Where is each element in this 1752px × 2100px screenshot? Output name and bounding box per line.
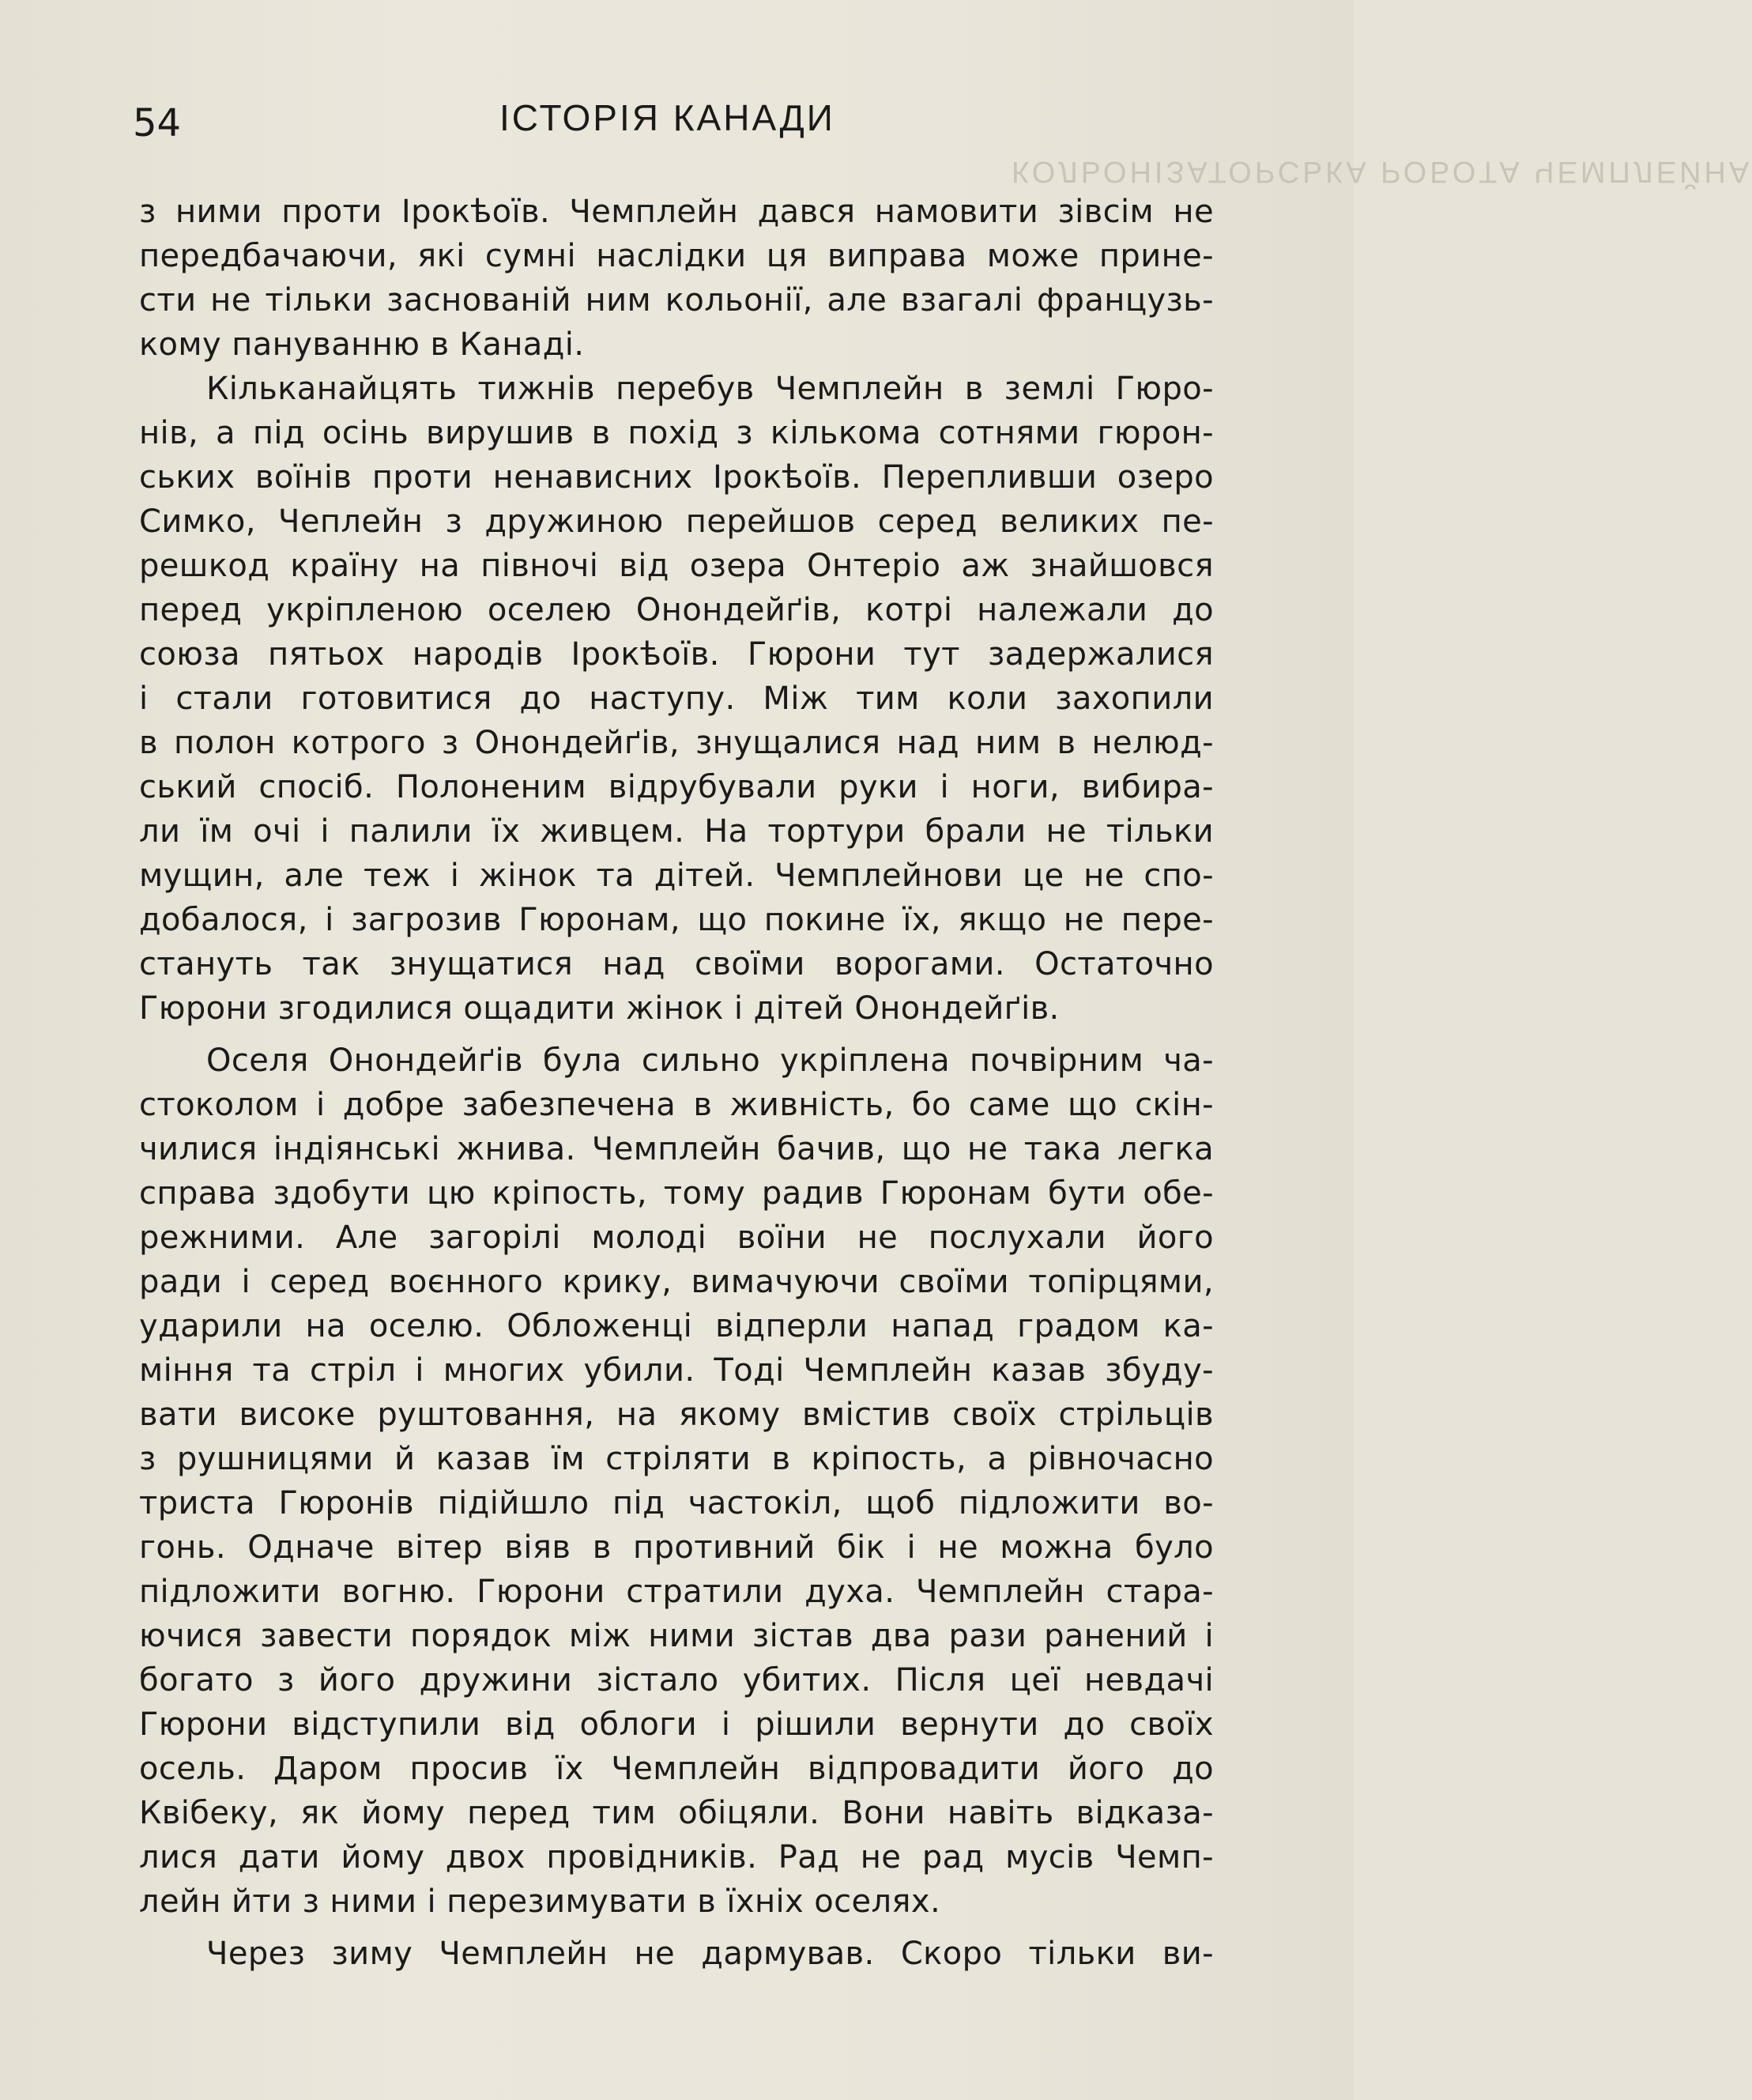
text-line: Оселя Онондейґів була сильно укріплена почвірним ча- — [206, 1042, 1214, 1079]
text-line: чилися індіянські жнива. Чемплейн бачив, що не така легка — [139, 1131, 1214, 1167]
text-line: мущин, але теж і жінок та дітей. Чемплейнови це не спо- — [139, 858, 1214, 894]
text-line: ський спосіб. Полоненим відрубували руки і ноги, вибира- — [139, 769, 1214, 805]
text-line: решкод країну на півночі від озера Онтеріо аж знайшовся — [139, 548, 1214, 584]
text-line: Гюрони відступили від облоги і рішили вернути до своїх — [139, 1706, 1214, 1743]
text-line: передбачаючи, які сумні наслідки ця виправа може прине- — [139, 238, 1214, 274]
text-line: триста Гюронів підійшло під частокіл, щоб підложити во- — [139, 1485, 1214, 1521]
text-line: в полон котрого з Онондейґів, знущалися над ним в нелюд- — [139, 725, 1214, 761]
text-line: Симко, Чеплейн з дружиною перейшов серед великих пе- — [139, 503, 1214, 540]
paragraph — [139, 190, 1214, 367]
text-line: ударили на оселю. Обложенці відперли напад градом ка- — [139, 1308, 1214, 1344]
paragraph-gap — [139, 1924, 1214, 1932]
text-line: з рушницями й казав їм стріляти в кріпость, а рівночасно — [139, 1441, 1214, 1477]
paragraph-gap — [139, 1031, 1214, 1039]
paragraph — [139, 1039, 1214, 1924]
paragraph — [139, 367, 1214, 1031]
text-line: міння та стріл і многих убили. Тоді Чемплейн казав збуду- — [139, 1352, 1214, 1389]
text-line: богато з його дружини зістало убитих. Після цеї невдачі — [139, 1662, 1214, 1698]
text-line: союза пятьох народів Ірокѣоїв. Гюрони тут задержалися — [139, 636, 1214, 673]
text-line: і стали готовитися до наступу. Між тим коли захопили — [139, 681, 1214, 717]
text-line: кому пануванню в Канаді. — [139, 326, 585, 363]
text-line: ради і серед воєнного крику, вимачуючи своїми топірцями, — [139, 1264, 1214, 1300]
text-line: добалося, і загрозив Гюронам, що покине їх, якщо не пере- — [139, 902, 1214, 938]
text-line: підложити вогню. Гюрони стратили духа. Чемплейн стара- — [139, 1574, 1214, 1610]
running-head: ІСТОРІЯ КАНАДИ — [499, 97, 835, 138]
text-line: лейн йти з ними і перезимувати в їхніх оселях. — [139, 1883, 941, 1920]
text-line: з ними проти Ірокѣоїв. Чемплейн дався намовити зівсім не — [139, 194, 1214, 230]
text-line: гонь. Одначе вітер віяв в противний бік і не можна було — [139, 1529, 1214, 1566]
text-line: режними. Але загорілі молоді воїни не послухали його — [139, 1220, 1214, 1256]
bleed-through-text: КОЛЬОНІЗАТОРСЬКА РОБОТА ЧЕМПЛЕЙНА — [1012, 155, 1752, 188]
text-line: Через зиму Чемплейн не дармував. Скоро тільки ви- — [206, 1936, 1214, 1972]
text-line: нів, а під осінь вирушив в похід з кількома сотнями гюрон- — [139, 415, 1214, 451]
text-line: стоколом і добре забезпечена в живність, бо саме що скін- — [139, 1087, 1214, 1123]
text-line: Кільканайцять тижнів перебув Чемплейн в землі Гюро- — [206, 371, 1214, 407]
body-text — [139, 190, 1214, 1976]
text-line: ських воїнів проти ненависних Ірокѣоїв. Перепливши озеро — [139, 459, 1214, 496]
text-line: справа здобути цю кріпость, тому радив Гюронам бути обе- — [139, 1175, 1214, 1212]
text-line: вати високе руштовання, на якому вмістив своїх стрільців — [139, 1397, 1214, 1433]
text-line: Квібеку, як йому перед тим обіцяли. Вони навіть відказа- — [139, 1795, 1214, 1831]
text-line: лися дати йому двох провідників. Рад не рад мусів Чемп- — [139, 1839, 1214, 1876]
paragraph — [139, 1932, 1214, 1976]
page-number: 54 — [133, 101, 182, 145]
text-line: перед укріпленою оселею Онондейґів, котрі належали до — [139, 592, 1214, 628]
text-line: ли їм очі і палили їх живцем. На тортури брали не тільки — [139, 813, 1214, 850]
text-line: сти не тільки заснованій ним кольонії, але взагалі французь- — [139, 282, 1214, 319]
text-line: ючися завести порядок між ними зістав два рази ранений і — [139, 1618, 1214, 1654]
text-line: Гюрони згодилися ощадити жінок і дітей Онондейґів. — [139, 990, 1060, 1027]
text-line: стануть так знущатися над своїми ворогами. Остаточно — [139, 946, 1214, 982]
text-line: осель. Даром просив їх Чемплейн відпровадити його до — [139, 1751, 1214, 1787]
